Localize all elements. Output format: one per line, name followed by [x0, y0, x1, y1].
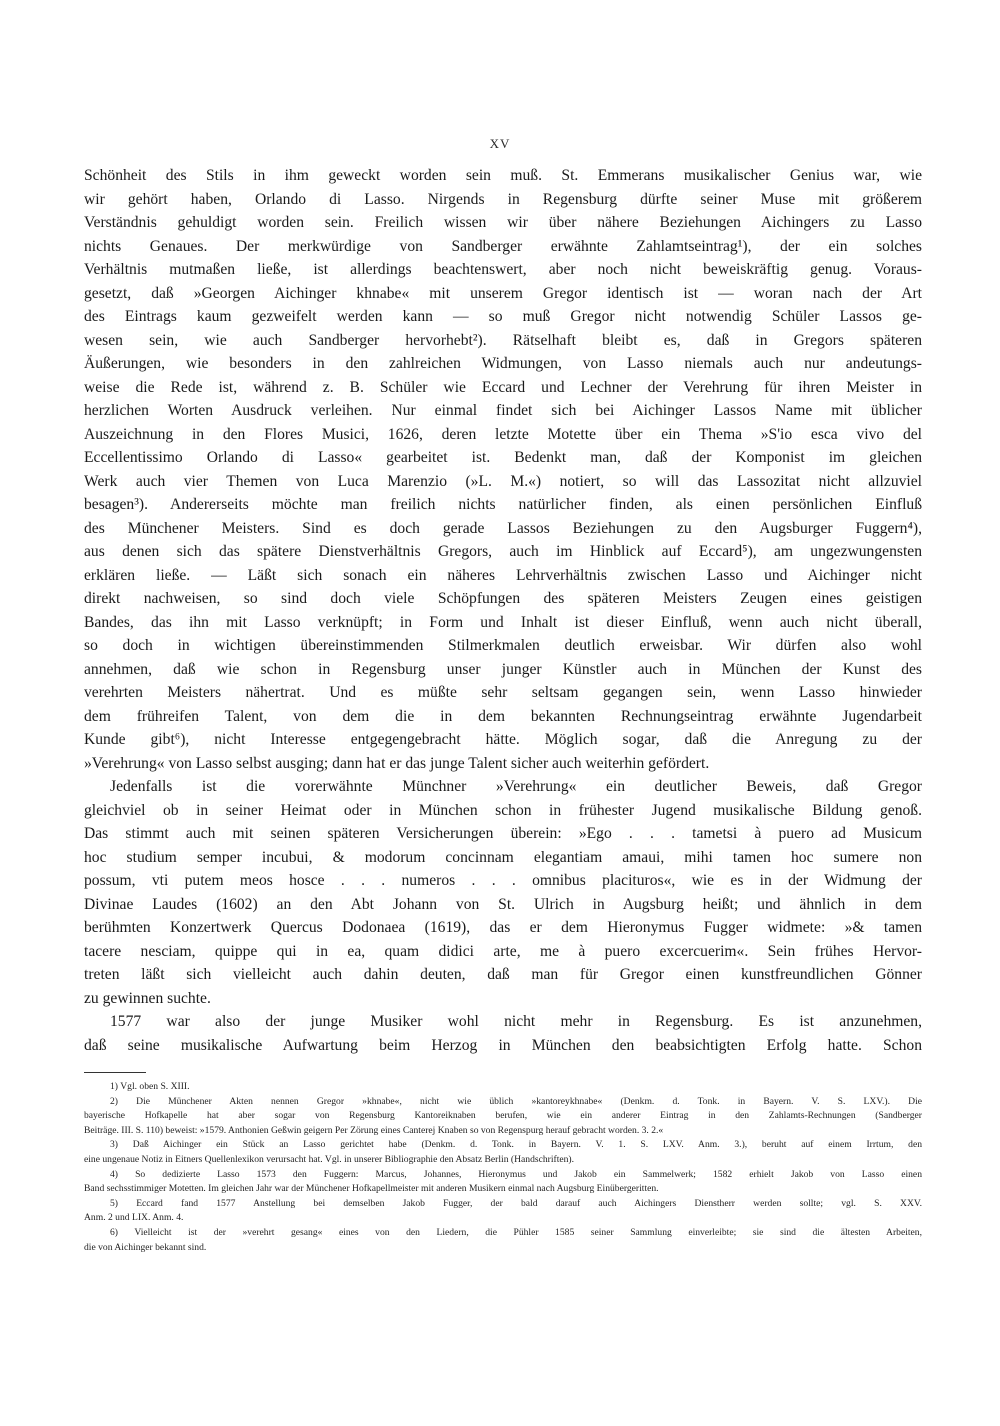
footnote-line: bayerische Hofkapelle hat aber sogar von Regensburg Kantoreiknaben berufen, wie ein anderer Eintrag in den Zahlamts-Rechnungen (Sandberger — [84, 1110, 922, 1122]
footnote-line: 6) Vielleicht ist der »verehrt gesang« eines von den Liedern, die Pühler 1585 seiner Sammlung einverleibte; sie sind die ältesten Arbeiten, — [110, 1226, 922, 1238]
text-line: Verständnis gehuldigt worden sein. Freilich wissen wir über nähere Beziehungen Aichingers zu Lasso — [84, 214, 922, 231]
text-line: besagen³). Andererseits möchte man freilich nichts natürlicher finden, als einen persönlichen Einfluß — [84, 496, 922, 513]
footnote-line: eine ungenaue Notiz in Eitners Quellenlexikon verursacht hat. Vgl. in unserer Bibliographie den Absatz Berlin (Handschriften). — [84, 1153, 575, 1165]
text-line: direkt nachweisen, so sind doch viele Schöpfungen des späteren Meisters Zeugen eines geistigen — [84, 590, 922, 607]
text-line: gleichviel ob in seiner Heimat oder in München schon in frühester Jugend musikalische Bildung genoß. — [84, 801, 922, 819]
text-line: des Eintrags kaum gezweifelt werden kann — so muß Gregor nicht notwendig Schüler Lassos ge- — [84, 308, 922, 325]
text-line: gesetzt, daß »Georgen Aichinger khnabe« mit unserem Gregor identisch ist — woran nach der Art — [84, 284, 922, 302]
footnote-line: 4) So dedizierte Lasso 1573 den Fuggern: Marcus, Johannes, Hieronymus und Jakob ein Sammelwerk; 1582 erhielt Jakob von Lasso einen — [110, 1168, 922, 1180]
body-text — [84, 164, 922, 1057]
footnote-line: Beiträge. III. S. 110) beweist: »1579. Anthonien Geßwin geigern Per Zörung eines Canterej Knaben so von Regenspurg herauf gebracht worden. 3. 2.« — [84, 1124, 664, 1136]
text-line: so doch in wichtigen übereinstimmenden Stilmerkmalen deutlich erweisbar. Wir dürfen also wohl — [84, 637, 922, 654]
text-line: des Münchener Meisters. Sind es doch gerade Lassos Beziehungen zu den Augsburger Fuggern⁴), — [84, 519, 922, 537]
text-line: Werk auch vier Themen von Luca Marenzio (»L. M.«) notiert, so will das Lassozitat nicht allzuviel — [84, 472, 922, 490]
text-line: Divinae Laudes (1602) an den Abt Johann von St. Ulrich in Augsburg heißt; und ähnlich in dem — [84, 895, 922, 913]
text-line: nichts Genaues. Der merkwürdige von Sandberger erwähnte Zahlamtseintrag¹), der ein solches — [84, 237, 922, 255]
text-line: Schönheit des Stils in ihm geweckt worden sein muß. St. Emmerans musikalischer Genius war, wie — [84, 167, 922, 184]
footnote-line: Anm. 2 und LIX. Anm. 4. — [84, 1212, 184, 1224]
text-line: zu gewinnen suchte. — [84, 989, 211, 1007]
footnote-line: 5) Eccard fand 1577 Anstellung bei demselben Jakob Fugger, der bald darauf auch Aichingers Dienstherr werden sollte; vgl. S. XXV. — [110, 1197, 922, 1209]
text-line: Eccellentissimo Orlando di Lasso« gearbeitet ist. Bedenkt man, daß der Komponist im gleichen — [84, 449, 922, 466]
text-line: weise die Rede ist, während z. B. Schüler wie Eccard und Lechner der Verehrung für ihren Meister in — [84, 378, 922, 396]
text-line: Das stimmt auch mit seinen späteren Versicherungen überein: »Ego . . . tametsi à puero ad Musicum — [84, 825, 922, 842]
text-line: erklären ließe. — Läßt sich sonach ein näheres Lehrverhältnis zwischen Lasso und Aichinger nicht — [84, 566, 922, 584]
footnote-line: Band sechsstimmiger Motetten. Im gleichen Jahr war der Münchener Hofkapellmeister mit anderen Musikern einmal nach Augsburg Einübergeritten. — [84, 1183, 659, 1195]
text-line: Verhältnis mutmaßen ließe, ist allerdings beachtenswert, aber noch nicht beweiskräftig genug. Voraus- — [84, 261, 922, 278]
text-line: hoc studium semper incubui, & modorum concinnam elegantiam amaui, mihi tamen hoc sumere non — [84, 848, 922, 866]
text-line: verehrten Meisters nähertrat. Und es müßte sehr seltsam gegangen sein, wenn Lasso hinwieder — [84, 684, 922, 701]
text-line: tacere nesciam, quippe qui in ea, quam didici arte, me à puero excercuerim«. Sein frühes Hervor- — [84, 942, 922, 960]
footnote-divider — [84, 1072, 146, 1073]
text-line: Jedenfalls ist die vorerwähnte Münchner »Verehrung« ein deutlicher Beweis, daß Gregor — [110, 778, 922, 795]
footnotes — [84, 1080, 922, 1255]
footnote-line: 3) Daß Aichinger ein Stück an Lasso gerichtet habe (Denkm. d. Tonk. in Bayern. V. 1. S. LXV. Anm. 3.), beruht auf einem Irrtum, den — [110, 1139, 922, 1151]
text-line: Äußerungen, wie besonders in den zahlreichen Widmungen, von Lasso niemals auch nur andeutungs- — [84, 355, 922, 372]
text-line: annehmen, daß wie schon in Regensburg unser junger Künstler auch in München der Kunst des — [84, 660, 922, 678]
text-line: Auszeichnung in den Flores Musici, 1626, deren letzte Motette über ein Thema »S'io esca vivo del — [84, 425, 922, 443]
text-line: wesen sein, wie auch Sandberger hervorhebt²). Rätselhaft bleibt es, daß in Gregors späteren — [84, 331, 922, 349]
text-line: possum, vti putem meos hosce . . . numeros . . . omnibus placituros«, wie es in der Widmung der — [84, 872, 922, 889]
footnote-line: 2) Die Münchener Akten nennen Gregor »khnabe«, nicht wie üblich »kantoreykhnabe« (Denkm. d. Tonk. in Bayern. V. S. LXV.). Die — [110, 1095, 922, 1107]
text-line: wir gehört haben, Orlando di Lasso. Nirgends in Regensburg dürfte seiner Muse mit größerem — [84, 190, 922, 208]
text-line: 1577 war also der junge Musiker wohl nicht mehr in Regensburg. Es ist anzunehmen, — [110, 1013, 922, 1030]
text-line: treten läßt sich vielleicht auch dahin deuten, daß man für Gregor einen kunstfreundlichen Gönner — [84, 966, 922, 983]
text-line: herzlichen Worten Ausdruck verleihen. Nur einmal findet sich bei Aichinger Lassos Name mit üblicher — [84, 402, 922, 419]
text-line: dem frühreifen Talent, von dem die in dem bekannten Rechnungseintrag erwähnte Jugendarbeit — [84, 707, 922, 725]
text-line: daß seine musikalische Aufwartung beim Herzog in München den beabsichtigten Erfolg hatte. Schon — [84, 1036, 922, 1054]
text-line: aus denen sich das spätere Dienstverhältnis Gregors, auch im Hinblick auf Eccard⁵), am ungezwungensten — [84, 543, 922, 560]
footnote-line: die von Aichinger bekannt sind. — [84, 1241, 207, 1253]
text-line: berühmten Konzertwerk Quercus Dodonaea (1619), das er dem Hieronymus Fugger widmete: »& tamen — [84, 919, 922, 936]
text-line: Bandes, das ihn mit Lasso verknüpft; in Form und Inhalt ist dieser Einfluß, wenn auch nicht überall, — [84, 613, 922, 631]
text-line: Kunde gibt⁶), nicht Interesse entgegengebracht hätte. Möglich sogar, daß die Anregung zu der — [84, 731, 922, 748]
page-number: XV — [489, 136, 511, 151]
text-line: »Verehrung« von Lasso selbst ausging; dann hat er das junge Talent sicher auch weiterhin gefördert. — [84, 754, 710, 772]
footnote-line: 1) Vgl. oben S. XIII. — [110, 1081, 190, 1092]
